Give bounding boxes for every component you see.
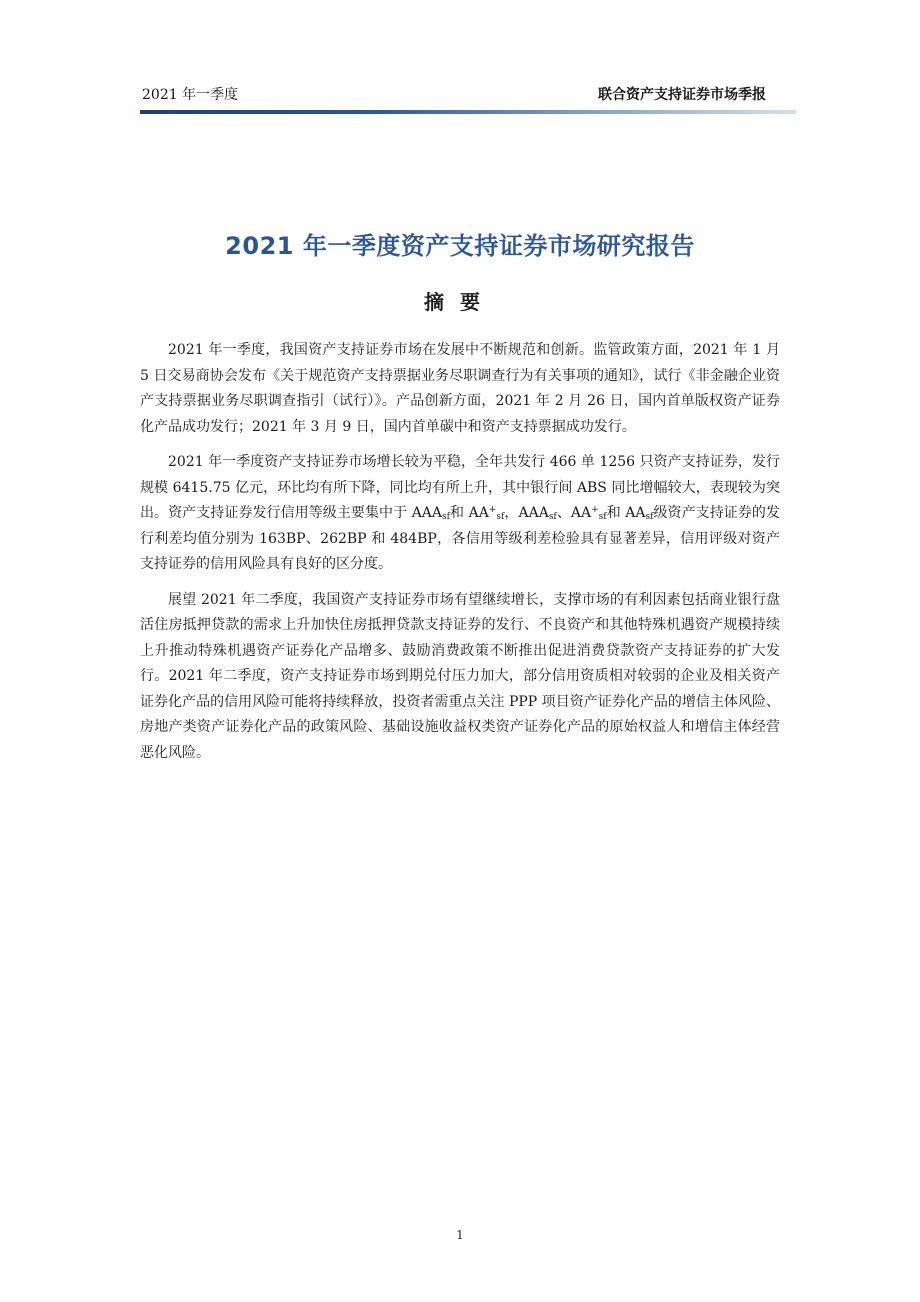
- abstract-body: [140, 338, 780, 776]
- paragraph-policy: 2021 年一季度，我国资产支持证券市场在发展中不断规范和创新。监管政策方面，2021 年 1 月 5 日交易商协会发布《关于规范资产支持票据业务尽职调查行为有关事项的通知》，试行《非金融企业资产支持票据业务尽职调查指引（试行）》。产品创新方面，2021 年 2 月 26 日，国内首单版权资产证券化产品成功发行；2021 年 3 月 9 日，国内首单碳中和资产支持票据成功发行。: [140, 342, 780, 435]
- document-title: 2021 年一季度资产支持证券市场研究报告: [225, 232, 695, 260]
- abstract-heading: 摘要: [424, 290, 496, 314]
- header-report-name: 联合资产支持证券市场季报: [598, 87, 766, 103]
- page-number: 1: [456, 1228, 464, 1242]
- paragraph-market: 2021 年一季度资产支持证券市场增长较为平稳，全年共发行 466 单 1256 只资产支持证券，发行规模 6415.75 亿元，环比均有所下降，同比均有所上升，其中银行间 ABS 同比增幅较大，表现较为突出。资产支持证券发行信用等级主要集中于 $AAA_{sf}$和 $AA^+_{sf}$，$AAA_{sf}$、$AA^+_{sf}$和 $AA_{sf}$级资产支持证券的发行利差均值分别为 163BP、262BP 和 484BP，各信用等级利差检验具有显著差异，信用评级对资产支持证券的信用风险具有良好的区分度。: [140, 454, 780, 572]
- page-header: [140, 84, 796, 108]
- paragraph-outlook: 展望 2021 年二季度，我国资产支持证券市场有望继续增长，支撑市场的有利因素包括商业银行盘活住房抵押贷款的需求上升加快住房抵押贷款支持证券的发行、不良资产和其他特殊机遇资产规模持续上升推动特殊机遇资产证券化产品增多、鼓励消费政策不断推出促进消费贷款资产支持证券的扩大发行。2021 年二季度，资产支持证券市场到期兑付压力加大，部分信用资质相对较弱的企业及相关资产证券化产品的信用风险可能将持续释放，投资者需重点关注 PPP 项目资产证券化产品的增信主体风险、房地产类资产证券化产品的政策风险、基础设施收益权类资产证券化产品的原始权益人和增信主体经营恶化风险。: [140, 591, 780, 761]
- header-divider: [140, 110, 796, 114]
- header-period: 2021 年一季度: [142, 87, 239, 103]
